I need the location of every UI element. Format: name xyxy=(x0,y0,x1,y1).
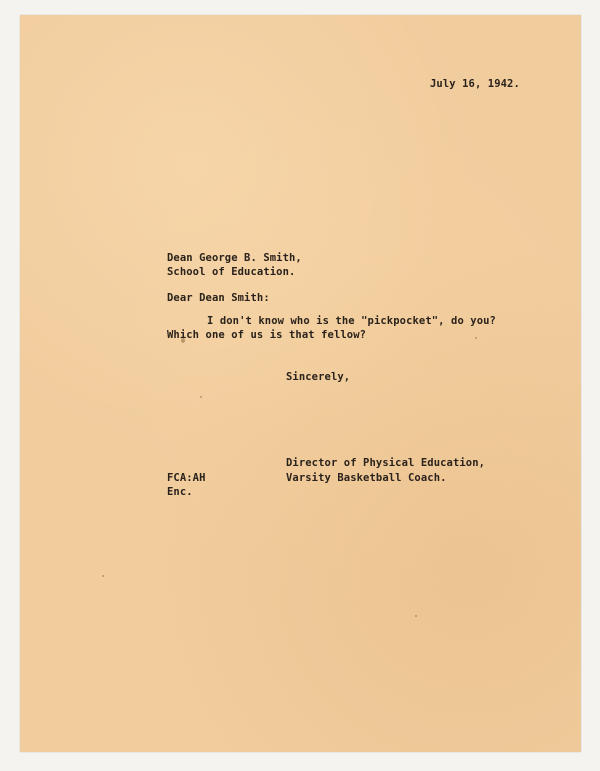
signature-title-2: Varsity Basketball Coach. xyxy=(286,472,447,484)
letter-paper xyxy=(20,15,581,752)
paper-speck xyxy=(200,396,202,398)
letter-date: July 16, 1942. xyxy=(430,78,520,90)
paper-speck xyxy=(102,575,104,577)
enclosure-note: Enc. xyxy=(167,486,193,498)
reference-initials: FCA:AH xyxy=(167,472,206,484)
body-line-1: I don't know who is the "pickpocket", do you? xyxy=(207,315,496,327)
body-line-2: Which one of us is that fellow? xyxy=(167,329,367,341)
paper-speck xyxy=(181,338,185,343)
recipient-name: Dean George B. Smith, xyxy=(167,252,302,264)
closing: Sincerely, xyxy=(286,371,351,383)
recipient-department: School of Education. xyxy=(167,266,296,278)
salutation: Dear Dean Smith: xyxy=(167,292,270,304)
paper-speck xyxy=(475,337,477,339)
signature-title-1: Director of Physical Education, xyxy=(286,457,486,469)
paper-speck xyxy=(415,615,417,617)
